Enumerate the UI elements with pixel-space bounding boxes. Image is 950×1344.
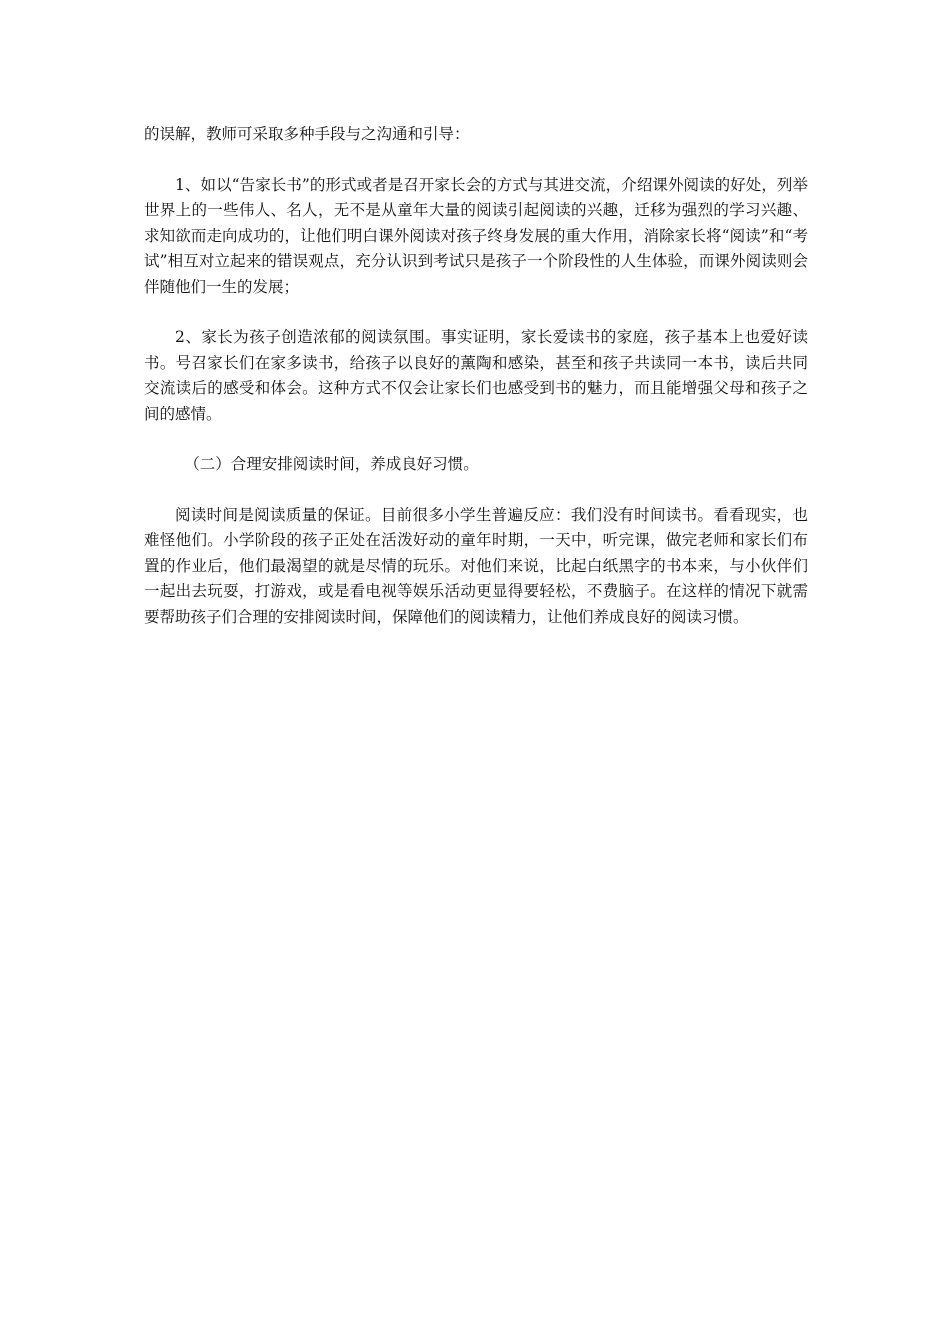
paragraph-continuation: 的误解，教师可采取多种手段与之沟通和引导：	[144, 125, 470, 143]
paragraph-item-1: 1、如以“告家长书”的形式或者是召开家长会的方式与其进交流，介绍课外阅读的好处，列举世界上的一些伟人、名人，无不是从童年大量的阅读引起阅读的兴趣，迁移为强烈的学习兴趣、求知欲而走向成功的，让他们明白课外阅读对孩子终身发展的重大作用，消除家长将“阅读”和“考试”相互对立起来的错误观点，充分认识到考试只是孩子一个阶段性的人生体验，而课外阅读则会伴随他们一生的发展；	[144, 175, 808, 296]
paragraph-reading-time: 阅读时间是阅读质量的保证。目前很多小学生普遍反应：我们没有时间读书。看看现实，也难怪他们。小学阶段的孩子正处在活泼好动的童年时期，一天中，听完课，做完老师和家长们布置的作业后，他们最渴望的就是尽情的玩乐。对他们来说，比起白纸黑字的书本来，与小伙伴们一起出去玩耍，打游戏，或是看电视等娱乐活动更显得要轻松，不费脑子。在这样的情况下就需要帮助孩子们合理的安排阅读时间，保障他们的阅读精力，让他们养成良好的阅读习惯。	[144, 505, 808, 626]
document-body	[144, 122, 808, 655]
paragraph-item-2: 2、家长为孩子创造浓郁的阅读氛围。事实证明，家长爱读书的家庭，孩子基本上也爱好读书。号召家长们在家多读书，给孩子以良好的薰陶和感染，甚至和孩子共读同一本书，读后共同交流读后的感受和体会。这种方式不仅会让家长们也感受到书的魅力，而且能增强父母和孩子之间的感情。	[144, 328, 808, 423]
section-heading: （二）合理安排阅读时间，养成良好习惯。	[184, 455, 479, 473]
